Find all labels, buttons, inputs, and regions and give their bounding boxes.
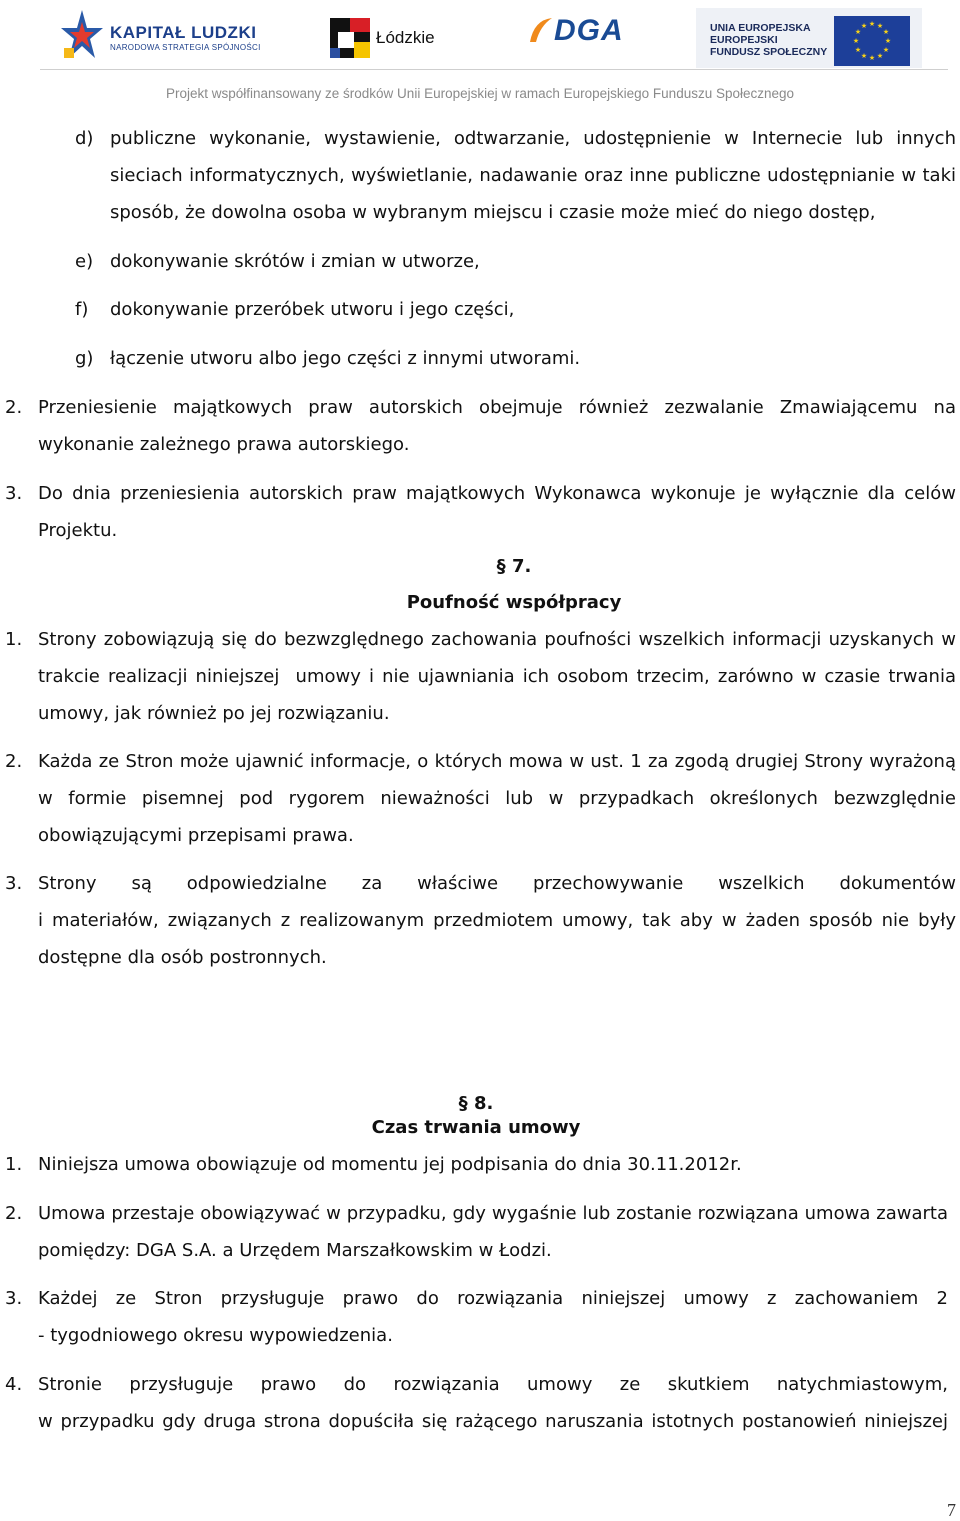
list-line: publiczne wykonanie, wystawienie, odtwarzanie, udostępnienie w Internecie lub innych xyxy=(110,128,956,149)
paragraph-line: i materiałów, związanych z realizowanym przedmiotem umowy, tak aby w żaden sposób nie były xyxy=(38,910,956,931)
paragraph-line: pomiędzy: DGA S.A. a Urzędem Marszałkowskim w Łodzi. xyxy=(38,1240,552,1261)
paragraph-line: Niniejsza umowa obowiązuje od momentu jej podpisania do dnia 30.11.2012r. xyxy=(38,1154,742,1175)
eu-flag-icon xyxy=(834,16,910,66)
svg-text:★: ★ xyxy=(852,37,860,45)
paragraph-line: Strony zobowiązują się do bezwzględnego zachowania poufności wszelkich informacji uzyskanych w xyxy=(38,629,956,650)
svg-text:★: ★ xyxy=(876,52,884,60)
svg-text:★: ★ xyxy=(868,20,876,28)
paragraph-number: 3. xyxy=(5,483,23,504)
list-line: łączenie utworu albo jego części z innymi utworami. xyxy=(110,348,581,369)
paragraph-number: 1. xyxy=(5,629,23,650)
kapital-ludzki-title: KAPITAŁ LUDZKI xyxy=(110,22,257,42)
lodzkie-emblem-icon xyxy=(330,18,370,58)
header-divider xyxy=(40,69,948,70)
list-marker: g) xyxy=(75,348,94,369)
svg-text:★: ★ xyxy=(860,22,868,30)
list-line: sieciach informatycznych, wyświetlanie, nadawanie oraz inne publiczne udostępnianie w taki xyxy=(110,165,956,186)
list-marker: e) xyxy=(75,251,94,272)
lodzkie-logo xyxy=(330,18,435,58)
paragraph-number: 3. xyxy=(5,1288,23,1309)
cofinance-note: Projekt współfinansowany ze środków Unii Europejskiej w ramach Europejskiego Funduszu Społecznego xyxy=(165,86,795,101)
paragraph-line: Projektu. xyxy=(38,520,118,541)
paragraph-line: obowiązującymi przepisami prawa. xyxy=(38,825,354,846)
section-8-number: § 8. xyxy=(458,1093,494,1114)
eu-line-1: UNIA EUROPEJSKA xyxy=(710,22,811,34)
eu-line-3: FUNDUSZ SPOŁECZNY xyxy=(710,46,828,58)
paragraph-line: trakcie realizacji niniejszej umowy i nie ujawniania ich osobom trzecim, zarówno w czasie trwania xyxy=(38,666,956,687)
eu-social-fund-logo xyxy=(696,8,922,68)
section-7-title: Poufność współpracy xyxy=(406,592,622,613)
paragraph-line: umowy, jak również po jej rozwiązaniu. xyxy=(38,703,390,724)
paragraph-line: dostępne dla osób postronnych. xyxy=(38,947,327,968)
list-line: dokonywanie skrótów i zmian w utworze, xyxy=(110,251,480,272)
svg-text:★: ★ xyxy=(860,52,868,60)
paragraph-number: 2. xyxy=(5,397,23,418)
kapital-ludzki-subtitle: NARODOWA STRATEGIA SPÓJNOŚCI xyxy=(110,42,261,52)
section-8-title: Czas trwania umowy xyxy=(371,1117,581,1138)
paragraph-number: 4. xyxy=(5,1374,23,1395)
svg-text:★: ★ xyxy=(854,46,862,54)
dga-swoosh-icon xyxy=(528,16,554,46)
paragraph-line: Strony są odpowiedzialne za właściwe przechowywanie wszelkich dokumentów xyxy=(38,873,956,894)
paragraph-line: wykonanie zależnego prawa autorskiego. xyxy=(38,434,410,455)
paragraph-line: Każda ze Stron może ujawnić informacje, o których mowa w ust. 1 za zgodą drugiej Strony wyrażoną xyxy=(38,751,956,772)
paragraph-line: Umowa przestaje obowiązywać w przypadku, gdy wygaśnie lub zostanie rozwiązana umowa zawarta xyxy=(38,1203,948,1224)
page-header xyxy=(0,0,960,108)
svg-text:★: ★ xyxy=(882,28,890,36)
paragraph-line: Do dnia przeniesienia autorskich praw majątkowych Wykonawca wykonuje je wyłącznie dla celów xyxy=(38,483,956,504)
paragraph-number: 1. xyxy=(5,1154,23,1175)
paragraph-number: 2. xyxy=(5,1203,23,1224)
svg-text:★: ★ xyxy=(876,22,884,30)
kapital-ludzki-star-icon xyxy=(60,8,104,66)
lodzkie-label: Łódzkie xyxy=(376,28,435,47)
kapital-ludzki-logo xyxy=(60,8,261,66)
list-line: dokonywanie przeróbek utworu i jego części, xyxy=(110,299,515,320)
eu-line-2: EUROPEJSKI xyxy=(710,34,778,46)
svg-text:★: ★ xyxy=(854,28,862,36)
dga-label: DGA xyxy=(554,14,624,47)
list-line: sposób, że dowolna osoba w wybranym miejscu i czasie może mieć do niego dostęp, xyxy=(110,202,876,223)
paragraph-line: Stronie przysługuje prawo do rozwiązania umowy ze skutkiem natychmiastowym, xyxy=(38,1374,948,1395)
page-number: 7 xyxy=(947,1500,956,1520)
svg-text:★: ★ xyxy=(868,54,876,62)
svg-text:★: ★ xyxy=(884,37,892,45)
paragraph-line: w formie pisemnej pod rygorem nieważności lub w przypadkach określonych bezwzględnie xyxy=(38,788,956,809)
section-7-number: § 7. xyxy=(496,556,532,577)
paragraph-line: Każdej ze Stron przysługuje prawo do rozwiązania niniejszej umowy z zachowaniem 2 xyxy=(38,1288,948,1309)
svg-text:★: ★ xyxy=(882,46,890,54)
paragraph-number: 2. xyxy=(5,751,23,772)
dga-logo xyxy=(528,14,624,48)
list-marker: d) xyxy=(75,128,94,149)
list-marker: f) xyxy=(75,299,89,320)
paragraph-line: Przeniesienie majątkowych praw autorskich obejmuje również zezwalanie Zmawiającemu na xyxy=(38,397,956,418)
paragraph-line: - tygodniowego okresu wypowiedzenia. xyxy=(38,1325,393,1346)
paragraph-number: 3. xyxy=(5,873,23,894)
paragraph-line: w przypadku gdy druga strona dopuściła się rażącego naruszania istotnych postanowień niniejszej xyxy=(38,1411,948,1432)
